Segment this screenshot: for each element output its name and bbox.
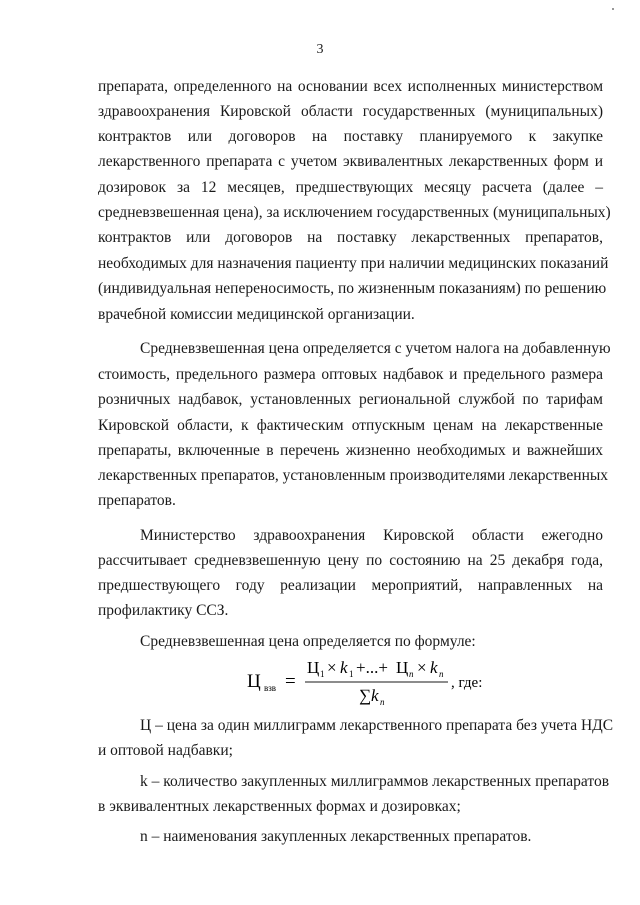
- text-line: n – наименования закупленных лекарственных препаратов.: [140, 828, 532, 845]
- text-line: (индивидуальная непереносимость, по жизненным показаниям) по решению: [98, 280, 607, 297]
- text-line: лекарственных препаратов, установленным производителями лекарственных: [98, 467, 609, 484]
- text-line: средневзвешенная цена), за исключением государственных (муниципальных): [98, 204, 611, 221]
- formula-tail: , где:: [451, 675, 483, 691]
- page-number: 3: [316, 42, 324, 57]
- text-line: предшествующего году реализации мероприятий, направленных на: [98, 577, 603, 594]
- text-line: k – количество закупленных миллиграммов лекарственных препаратов: [140, 773, 610, 790]
- text-line: Министерство здравоохранения Кировской области ежегодно: [140, 527, 603, 544]
- formula-lhs: Ц: [247, 671, 261, 692]
- formula-num-subnb: n: [439, 669, 444, 679]
- text-line: Средневзвешенная цена определяется по формуле:: [140, 633, 476, 650]
- text-line: препарата, определенного на основании всех исполненных министерством: [98, 78, 603, 95]
- formula-num-kn: k: [430, 658, 438, 677]
- formula-num-c1: Ц: [307, 658, 320, 677]
- text-line: Кировской области, к фактическим отпускным ценам на лекарственные: [98, 417, 603, 434]
- text-line: врачебной комиссии медицинской организации.: [98, 306, 415, 323]
- formula-num-sub1b: 1: [349, 669, 354, 679]
- text-line: и оптовой надбавки;: [98, 742, 233, 759]
- weighted-price-formula: [245, 648, 545, 708]
- formula-times-1: ×: [327, 658, 337, 677]
- text-line: лекарственного препарата с учетом эквивалентных лекарственных форм и: [98, 153, 603, 170]
- text-line: в эквивалентных лекарственных формах и дозировках;: [98, 798, 461, 815]
- text-line: препаратов.: [98, 492, 176, 509]
- text-line: розничных надбавок, установленных региональной службой по тарифам: [98, 391, 603, 408]
- text-line: рассчитывает средневзвешенную цену по состоянию на 25 декабря года,: [98, 552, 603, 569]
- scan-speck: [612, 8, 614, 10]
- formula-num-subna: n: [409, 669, 414, 679]
- text-line: Ц – цена за один миллиграмм лекарственного препарата без учета НДС: [140, 717, 614, 734]
- formula-sum-sign: ∑: [359, 686, 372, 705]
- formula-equals: =: [285, 671, 296, 692]
- text-line: стоимость, предельного размера оптовых надбавок и предельного размера: [98, 366, 603, 383]
- text-line: дозировок за 12 месяцев, предшествующих месяцу расчета (далее –: [98, 179, 603, 196]
- formula-lhs-subscript: взв: [264, 683, 277, 693]
- text-line: профилактику ССЗ.: [98, 602, 229, 619]
- text-line: контрактов или договоров на поставку лекарственных препаратов,: [98, 229, 603, 246]
- formula-den-k: k: [371, 686, 379, 705]
- formula-num-sub1a: 1: [320, 669, 325, 679]
- formula-times-n: ×: [417, 658, 427, 677]
- formula-num-cn: Ц: [396, 658, 409, 677]
- text-line: здравоохранения Кировской области государственных (муниципальных): [98, 103, 603, 120]
- formula-den-sub: n: [380, 697, 385, 707]
- formula-plus-dots: +...+: [356, 658, 388, 677]
- text-line: необходимых для назначения пациенту при наличии медицинских показаний: [98, 255, 609, 272]
- text-line: препараты, включенные в перечень жизненно необходимых и важнейших: [98, 442, 603, 459]
- text-line: контрактов или договоров на поставку планируемого к закупке: [98, 128, 603, 145]
- text-line: Средневзвешенная цена определяется с учетом налога на добавленную: [140, 340, 611, 357]
- formula-num-k1: k: [340, 658, 348, 677]
